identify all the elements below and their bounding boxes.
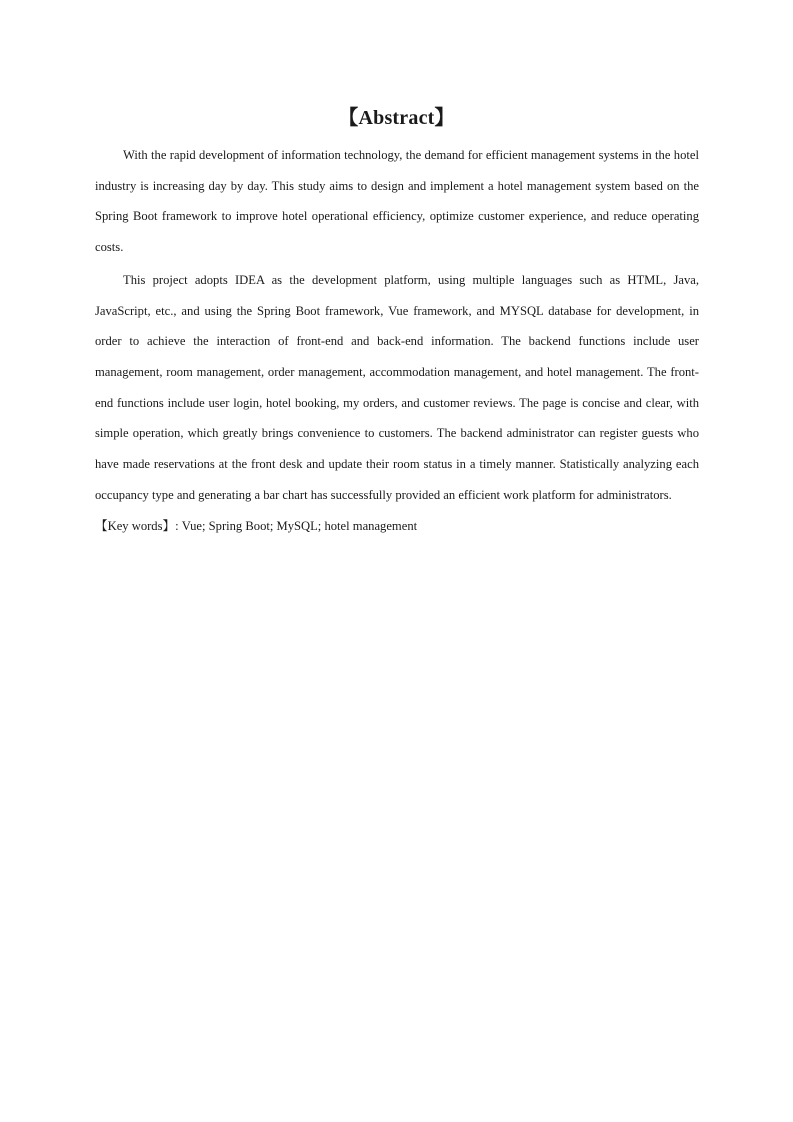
- keywords-value: Vue; Spring Boot; MySQL; hotel management: [181, 519, 418, 534]
- abstract-paragraph-1: With the rapid development of information technology, the demand for efficient management systems in the hotel industry is increasing day by day. This study aims to design and implement a hotel management system based on the Spring Boot framework to improve hotel operational efficiency, optimize customer experience, and reduce operating costs.: [95, 148, 699, 255]
- keywords-line: [95, 511, 699, 542]
- abstract-body: [95, 140, 699, 542]
- abstract-paragraph-2: This project adopts IDEA as the development platform, using multiple languages such as HTML, Java, JavaScript, etc., and using the Spring Boot framework, Vue framework, and MYSQL database for development, in order to achieve the interaction of front-end and back-end information. The backend functions include user management, room management, order management, accommodation management, and hotel management. The front-end functions include user login, hotel booking, my orders, and customer reviews. The page is concise and clear, with simple operation, which greatly brings convenience to customers. The backend administrator can register guests who have made reservations at the front desk and update their room status in a timely manner. Statistically analyzing each occupancy type and generating a bar chart has successfully provided an efficient work platform for administrators.: [95, 272, 699, 502]
- keywords-label: 【Key words】:: [95, 519, 179, 534]
- abstract-title: 【Abstract】: [338, 107, 455, 129]
